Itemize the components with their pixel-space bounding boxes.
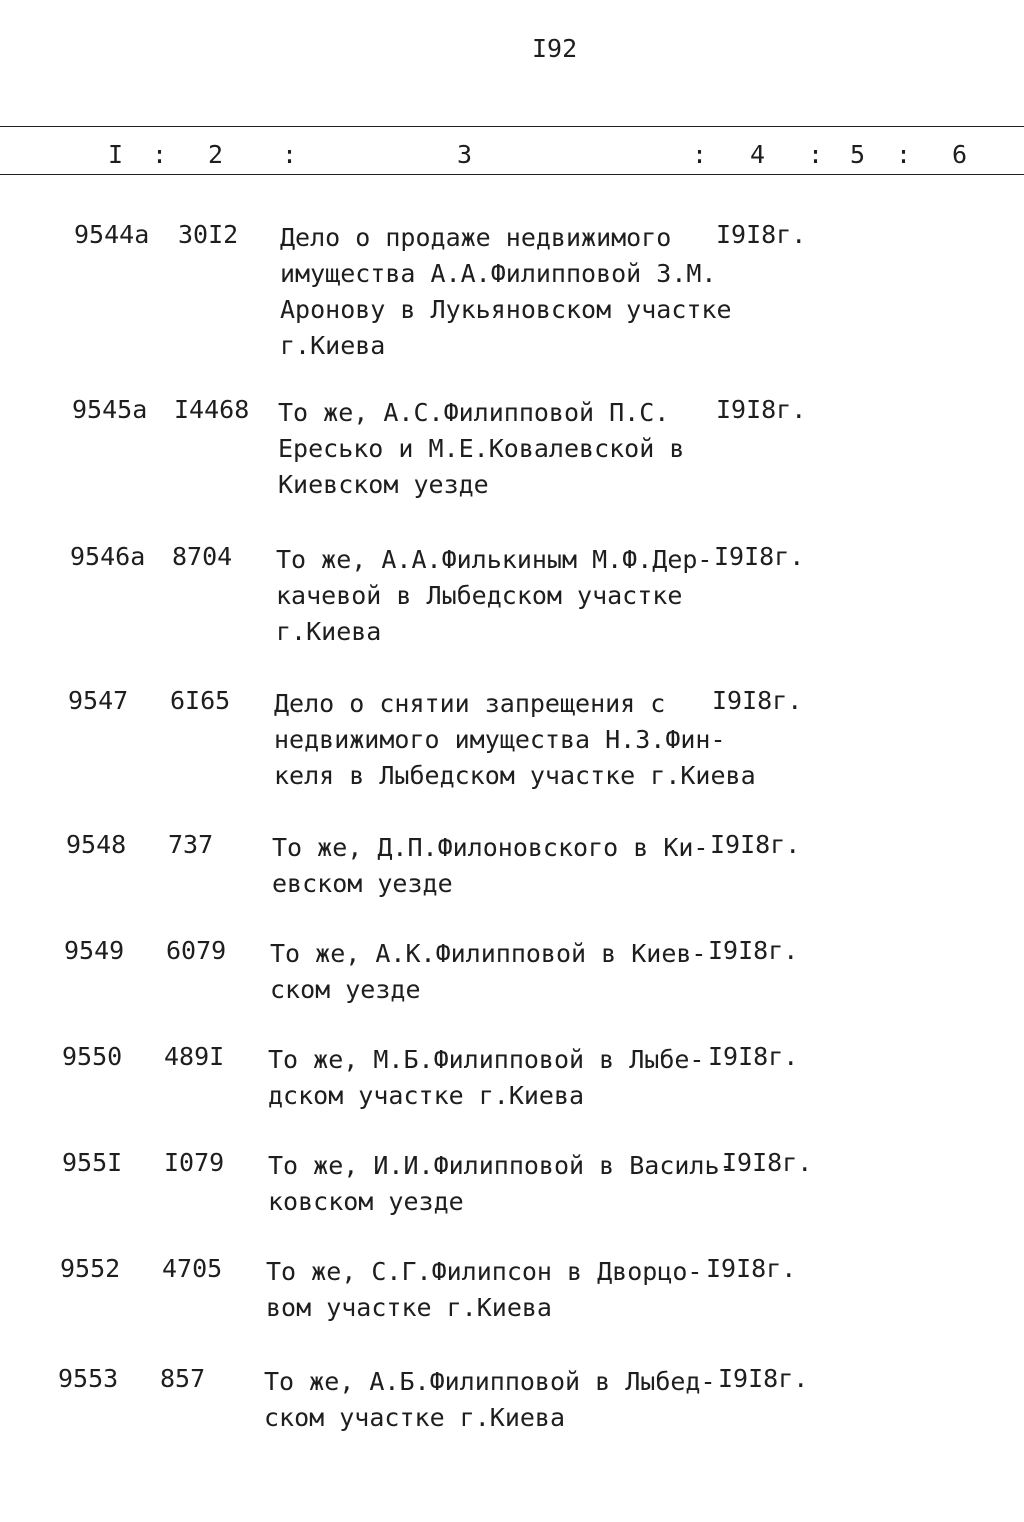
record-description (268, 1042, 705, 1114)
record-year: I9I8г. (716, 395, 807, 424)
header-col-4: 4 (750, 140, 766, 169)
description-line: Дело о снятии запрещения с (274, 689, 666, 718)
description-line: дском участке г.Киева (268, 1081, 585, 1110)
record-old-number: 737 (168, 830, 214, 859)
record-description (280, 220, 732, 364)
record-year: I9I8г. (718, 1364, 809, 1393)
record-description (276, 542, 713, 650)
description-line: Киевском уезде (278, 470, 489, 499)
description-line: То же, А.С.Филипповой П.С. (278, 398, 670, 427)
record-year: I9I8г. (722, 1148, 813, 1177)
record-description (266, 1254, 703, 1326)
header-col-6: 6 (952, 140, 968, 169)
description-line: качевой в Лыбедском участке (276, 581, 683, 610)
record-number: 9552 (60, 1254, 121, 1283)
record-number: 9545а (72, 395, 148, 424)
description-line: г.Киева (280, 331, 386, 360)
record-old-number: 6079 (166, 936, 227, 965)
record-number: 9553 (58, 1364, 119, 1393)
record-number: 9550 (62, 1042, 123, 1071)
header-separator: : (896, 140, 912, 169)
description-line: ском участке г.Киева (264, 1403, 566, 1432)
record-old-number: 4705 (162, 1254, 223, 1283)
record-old-number: I4468 (174, 395, 250, 424)
record-year: I9I8г. (706, 1254, 797, 1283)
description-line: г.Киева (276, 617, 382, 646)
header-separator: : (692, 140, 708, 169)
description-line: келя в Лыбедском участке г.Киева (274, 761, 756, 790)
record-number: 9549 (64, 936, 125, 965)
record-old-number: 8704 (172, 542, 233, 571)
record-description (272, 830, 709, 902)
header-col-2: 2 (208, 140, 224, 169)
header-col-1: I (108, 140, 124, 169)
record-year: I9I8г. (708, 936, 799, 965)
page-number: I92 (532, 34, 578, 63)
record-year: I9I8г. (716, 220, 807, 249)
description-line: евском уезде (272, 869, 453, 898)
record-description (278, 395, 684, 503)
description-line: То же, С.Г.Филипсон в Дворцо- (266, 1257, 703, 1286)
record-number: 9548 (66, 830, 127, 859)
description-line: имущества А.А.Филипповой З.М. (280, 259, 717, 288)
record-number: 9546а (70, 542, 146, 571)
header-col-3: 3 (457, 140, 473, 169)
description-line: Аронову в Лукьяновском участке (280, 295, 732, 324)
description-line: Дело о продаже недвижимого (280, 223, 672, 252)
header-separator: : (282, 140, 298, 169)
record-description (268, 1148, 735, 1220)
record-description (270, 936, 707, 1008)
description-line: То же, А.Б.Филипповой в Лыбед- (264, 1367, 716, 1396)
record-year: I9I8г. (710, 830, 801, 859)
record-year: I9I8г. (712, 686, 803, 715)
description-line: То же, А.А.Филькиным М.Ф.Дер- (276, 545, 713, 574)
record-old-number: 489I (164, 1042, 225, 1071)
record-old-number: 857 (160, 1364, 206, 1393)
header-separator: : (808, 140, 824, 169)
description-line: вом участке г.Киева (266, 1293, 552, 1322)
header-top-rule (0, 126, 1024, 127)
description-line: Ересько и М.Е.Ковалевской в (278, 434, 685, 463)
record-description (274, 686, 756, 794)
record-number: 9547 (68, 686, 129, 715)
header-bottom-rule (0, 174, 1024, 175)
record-old-number: I079 (164, 1148, 225, 1177)
description-line: ском уезде (270, 975, 421, 1004)
record-year: I9I8г. (714, 542, 805, 571)
record-number: 9544а (74, 220, 150, 249)
description-line: ковском уезде (268, 1187, 464, 1216)
header-separator: : (152, 140, 168, 169)
description-line: То же, М.Б.Филипповой в Лыбе- (268, 1045, 705, 1074)
record-number: 955I (62, 1148, 123, 1177)
record-description (264, 1364, 716, 1436)
header-col-5: 5 (850, 140, 866, 169)
record-old-number: 30I2 (178, 220, 239, 249)
record-year: I9I8г. (708, 1042, 799, 1071)
description-line: То же, И.И.Филипповой в Василь- (268, 1151, 735, 1180)
description-line: недвижимого имущества Н.З.Фин- (274, 725, 726, 754)
description-line: То же, А.К.Филипповой в Киев- (270, 939, 707, 968)
description-line: То же, Д.П.Филоновского в Ки- (272, 833, 709, 862)
record-old-number: 6I65 (170, 686, 231, 715)
